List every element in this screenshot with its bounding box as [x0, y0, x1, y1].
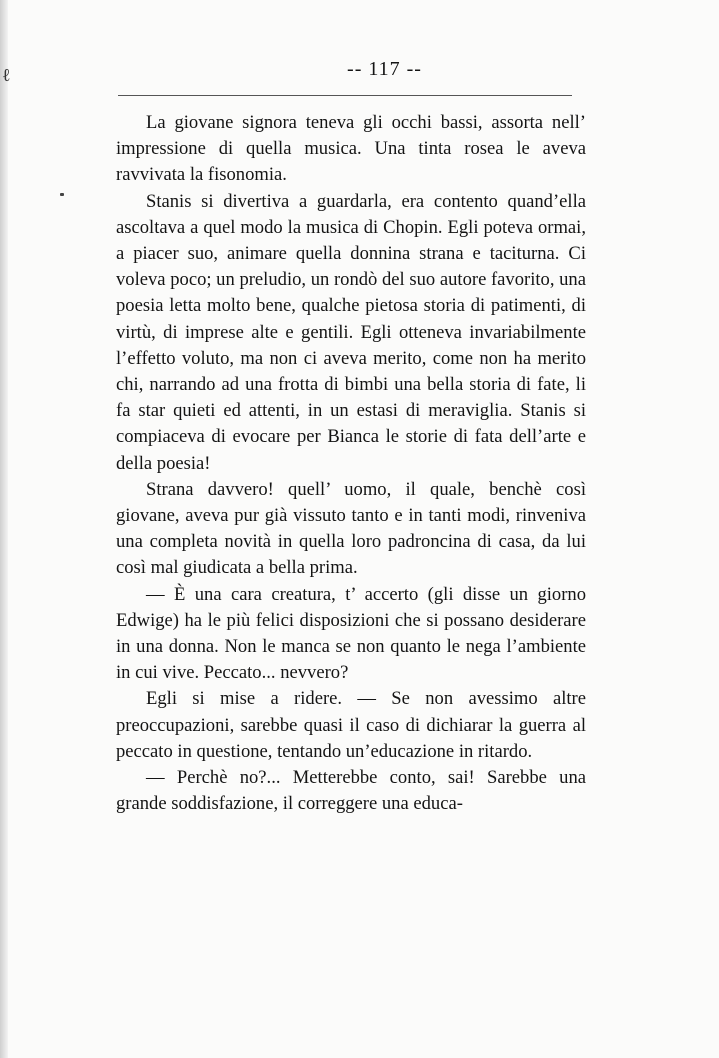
binding-mark-icon: ℓ: [2, 65, 11, 85]
header-rule: [118, 95, 572, 96]
paragraph: Strana davvero! quell’ uomo, il quale, benchè così giovane, aveva pur già vissuto tanto e in tanti modi, rinveniva una completa novità in quella loro padroncina di casa, da lui così mal giudicata a bella prima.: [116, 478, 586, 579]
paragraph: — Perchè no?... Metterebbe conto, sai! Sarebbe una grande soddisfazione, il correggere una educa-: [116, 767, 586, 815]
paragraph: La giovane signora teneva gli occhi bassi, assorta nell’ impressione di quella musica. Una tinta rosea le aveva ravvivata la fisonomia.: [116, 112, 586, 186]
paragraph: Egli si mise a ridere. — Se non avessimo altre preoccupazioni, sarebbe quasi il caso di dichiarar la guerra al peccato in questione, tentando un’educazione in ritardo.: [116, 688, 586, 762]
page-number: -- 117 --: [347, 58, 422, 80]
body-text: [116, 110, 586, 817]
paragraph: — È una cara creatura, t’ accerto (gli disse un giorno Edwige) ha le più felici disposizioni che si possano desiderare in una donna. Non le manca se non quanto le nega l’ambiente in cui vive. Peccato... nevvero?: [116, 583, 586, 684]
binding-edge: [0, 0, 8, 1058]
margin-mark: [60, 193, 64, 196]
paragraph: Stanis si divertiva a guardarla, era contento quand’ella ascoltava a quel modo la musica di Chopin. Egli poteva ormai, a piacer suo, animare quella donnina strana e taciturna. Ci voleva poco; un preludio, un rondò del suo autore favorito, una poesia letta molto bene, qualche pietosa storia di patimenti, di virtù, di imprese alte e gentili. Egli otteneva invariabilmente l’effetto voluto, ma non ci aveva merito, come non ha merito chi, narrando ad una frotta di bimbi una bella storia di fate, li fa star quieti ed attenti, in un estasi di meraviglia. Stanis si compiaceva di evocare per Bianca le storie di fata dell’arte e della poesia!: [116, 190, 586, 474]
page-header: [0, 58, 719, 81]
